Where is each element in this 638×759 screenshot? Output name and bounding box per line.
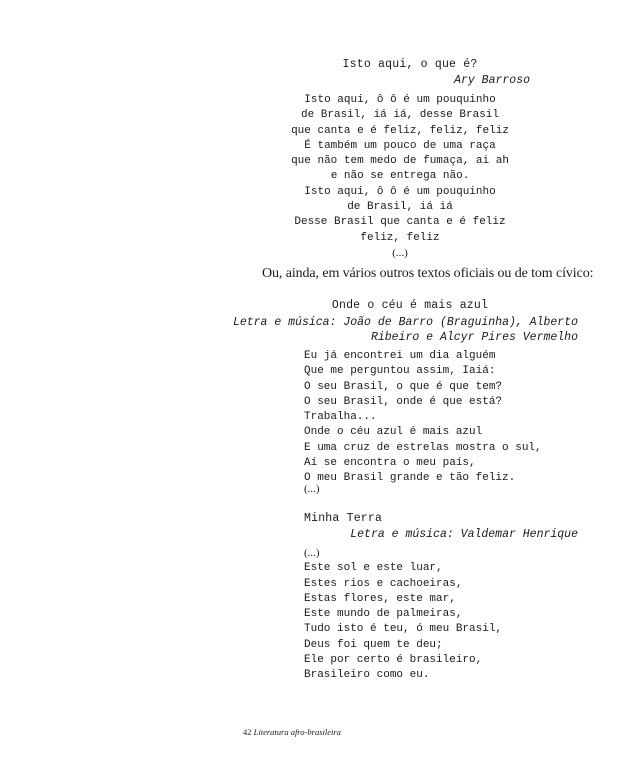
lyric-line: Aí se encontra o meu país, [304, 457, 476, 470]
lyric-line: Isto aqui, ô ô é um pouquinho [304, 185, 496, 198]
lyric-line: de Brasil, iá iá, desse Brasil [300, 109, 500, 122]
song2-credits-line2: Ribeiro e Alcyr Pires Vermelho [370, 331, 578, 344]
page-footer [243, 727, 341, 737]
lyric-line: Isto aqui, ô ô é um pouquinho [304, 94, 496, 106]
song2-title: Onde o céu é mais azul [331, 299, 489, 312]
lyric-line: Desse Brasil que canta e é feliz [294, 216, 506, 229]
lyric-line: Eu já encontrei um dia alguém [304, 350, 496, 362]
song2-credits-line1: Letra e música: João de Barro (Braguinha), Alberto [232, 316, 578, 329]
song2-lyrics [304, 349, 584, 487]
lyric-line: Estas flores, este mar, [304, 592, 456, 605]
lyric-line: Estes rios e cachoeiras, [304, 577, 463, 590]
song3-title: Minha Terra [304, 512, 383, 525]
lyric-line: O meu Brasil grande e tão feliz. [304, 472, 516, 485]
intro-paragraph: Ou, ainda, em vários outros textos oficiais ou de tom cívico: [262, 266, 594, 281]
lyric-line: de Brasil, iá iá [347, 201, 453, 214]
lyric-line: O seu Brasil, onde é que está? [304, 395, 503, 408]
lyric-line: que canta e é feliz, feliz, feliz [291, 124, 509, 137]
lyric-line: Brasileiro como eu. [304, 669, 430, 682]
lyric-line: e não se entrega não. [330, 170, 470, 183]
page-number: 42 [243, 727, 252, 737]
lyric-line: Que me perguntou assim, Iaiá: [304, 365, 496, 378]
lyric-line: (...) [304, 547, 320, 559]
song1-lyrics [280, 93, 520, 261]
lyric-line: feliz, feliz [360, 231, 440, 244]
lyric-line: Tudo isto é teu, ó meu Brasil, [304, 623, 503, 636]
lyric-line: Este mundo de palmeiras, [304, 608, 463, 621]
song3-credits: Letra e música: Valdemar Henrique [350, 528, 578, 541]
song1-title: Isto aqui, o que é? [342, 58, 478, 71]
lyric-line: Ele por certo é brasileiro, [304, 654, 483, 667]
lyric-line: Onde o céu azul é mais azul [304, 426, 483, 439]
song1-author: Ary Barroso [454, 74, 530, 87]
lyric-line: O seu Brasil, o que é que tem? [304, 380, 503, 393]
lyric-line: Trabalha... [304, 411, 377, 424]
lyric-line: E uma cruz de estrelas mostra o sul, [304, 441, 542, 454]
book-title: Literatura afro-brasileira [253, 727, 341, 737]
lyric-line: que não tem medo de fumaça, ai ah [291, 155, 509, 168]
lyric-line: É também um pouco de uma raça [304, 139, 496, 152]
lyric-line: (...) [392, 246, 408, 259]
song2-ellipsis: (...) [304, 483, 320, 495]
lyric-line: Deus foi quem te deu; [304, 638, 443, 651]
lyric-line: Este sol e este luar, [304, 562, 443, 575]
song3-lyrics [304, 546, 584, 684]
